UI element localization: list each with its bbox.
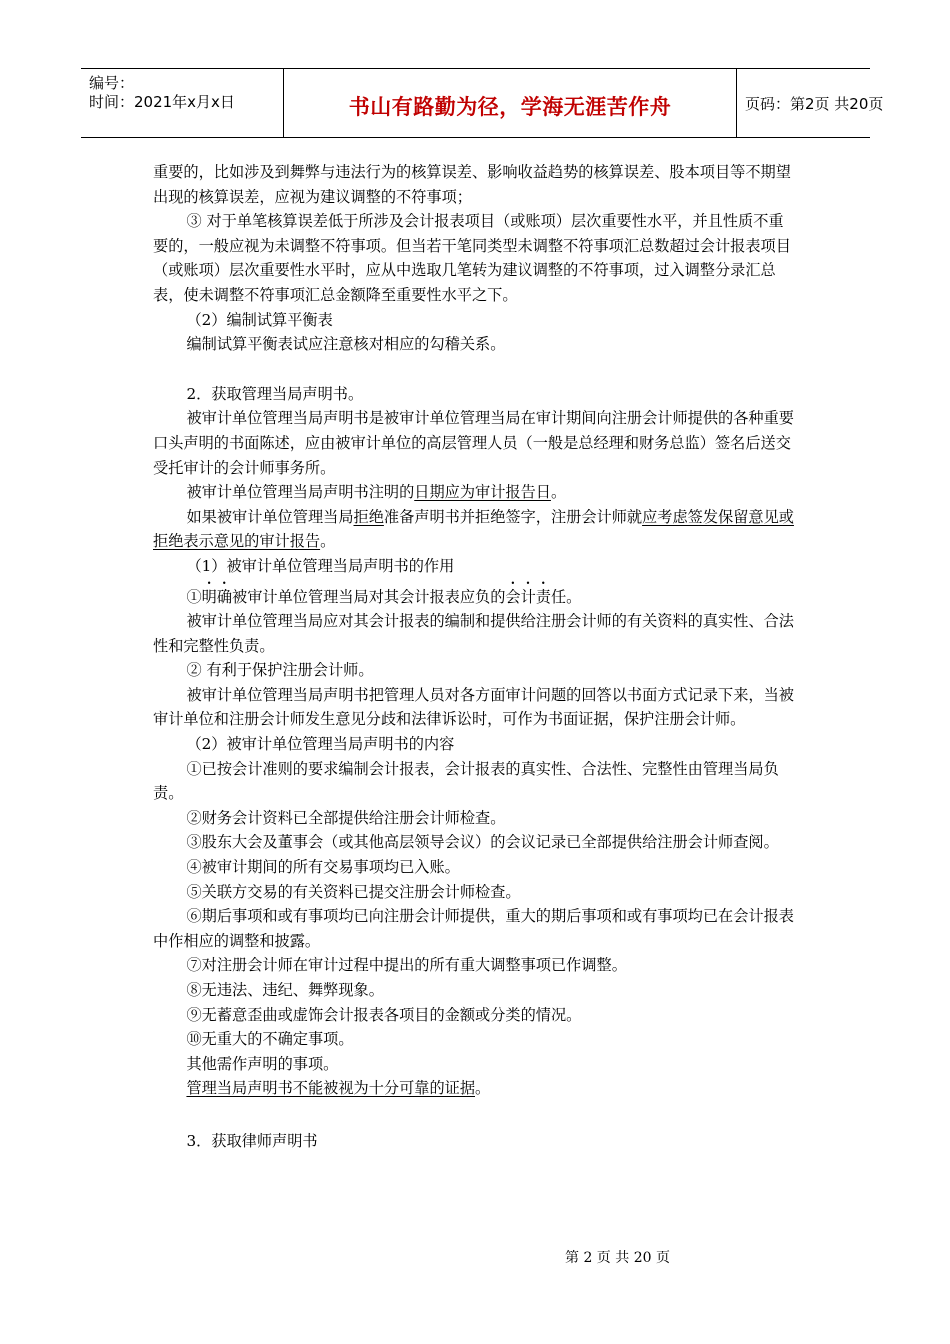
header-info-cell <box>81 69 284 137</box>
subheading: （2）编制试算平衡表 <box>186 310 333 329</box>
list-item: ② 有利于保护注册会计师。 <box>186 661 374 680</box>
underlined-text: 管理当局声明书不能被视为十分可靠的证据 <box>186 1079 475 1098</box>
list-item: ⑤关联方交易的有关资料已提交注册会计师检查。 <box>186 882 521 901</box>
header-page-info: 页码：第2页 共20页 <box>745 95 884 113</box>
underlined-text: 拒绝 <box>353 507 384 526</box>
header-page-cell <box>737 69 884 137</box>
underlined-text: 日期应为审计报告日 <box>414 483 551 502</box>
document-body <box>153 160 795 1154</box>
text-run: ① <box>186 587 202 606</box>
text-run: 任。 <box>550 587 582 606</box>
text-run: 准备声明书并拒绝签字，注册会计师就 <box>383 507 643 526</box>
section-heading: 3．获取律师声明书 <box>186 1131 318 1150</box>
spacer <box>153 357 795 382</box>
list-item: ⑩无重大的不确定事项。 <box>186 1030 354 1049</box>
list-item: ③股东大会及董事会（或其他高层领导会议）的会议记录已全部提供给注册会计师查阅。 <box>186 833 779 852</box>
doc-number-label: 编号： <box>89 74 135 92</box>
text-run: 被审计单位管理当局声明书注明的 <box>186 483 415 502</box>
list-item: ⑥期后事项和或有事项均已向注册会计师提供，重大的期后事项和或有事项均已在会计报表中作相应的调整和披露。 <box>153 907 794 950</box>
page-header <box>81 68 884 138</box>
paragraph: 重要的，比如涉及到舞弊与违法行为的核算误差、影响收益趋势的核算误差、股本项目等不期望出现的核算误差，应视为建议调整的不符事项； <box>153 163 791 206</box>
text-run: 被审计单位管理当局对其会计报表应负的 <box>232 587 506 606</box>
paragraph: 其他需作声明的事项。 <box>186 1054 339 1073</box>
list-item: ⑦对注册会计师在审计过程中提出的所有重大调整事项已作调整。 <box>186 956 627 975</box>
paragraph <box>153 1076 795 1101</box>
paragraph <box>153 480 795 505</box>
text-run: 。 <box>475 1079 491 1098</box>
spacer <box>153 1101 795 1129</box>
subheading: （2）被审计单位管理当局声明书的内容 <box>186 735 455 754</box>
list-item: ②财务会计资料已全部提供给注册会计师检查。 <box>186 808 506 827</box>
paragraph: 被审计单位管理当局声明书是被审计单位管理当局在审计期间向注册会计师提供的各种重要口头声明的书面陈述，应由被审计单位的高层管理人员（一般是总经理和财务总监）签名后送交受托审计的会计师事务所。 <box>153 409 794 477</box>
header-motto: 书山有路勤为径，学海无涯苦作舟 <box>348 95 672 119</box>
paragraph: ③ 对于单笔核算误差低于所涉及会计报表项目（或账项）层次重要性水平，并且性质不重要的，一般应视为未调整不符事项。但当若干笔同类型未调整不符事项汇总数超过会计报表项目（或账项）层次重要性水平时，应从中选取几笔转为建议调整的不符事项，过入调整分录汇总表，使未调整不符事项汇总金额降至重要性水平之下。 <box>153 212 791 304</box>
doc-time-label: 时间：2021年x月x日 <box>89 93 235 111</box>
emphasis-text: 会计责 <box>505 587 551 606</box>
paragraph: 被审计单位管理当局声明书把管理人员对各方面审计问题的回答以书面方式记录下来，当被审计单位和注册会计师发生意见分歧和法律诉讼时，可作为书面证据，保护注册会计师。 <box>153 685 794 729</box>
list-item: ①已按会计准则的要求编制会计报表，会计报表的真实性、合法性、完整性由管理当局负责。 <box>153 759 779 803</box>
list-item: ⑨无蓄意歪曲或虚饰会计报表各项目的金额或分类的情况。 <box>186 1005 582 1024</box>
underlined-text: 应考虑签发保留意见或拒绝表示意见的审计报告 <box>153 507 794 551</box>
section-heading: 2．获取管理当局声明书。 <box>186 384 364 403</box>
emphasis-text: 明确 <box>201 587 232 606</box>
list-item: ④被审计期间的所有交易事项均已入账。 <box>186 858 460 877</box>
text-run: 。 <box>320 532 336 551</box>
text-run: 。 <box>550 483 567 502</box>
header-motto-cell <box>284 69 737 137</box>
list-item: ⑧无违法、违纪、舞弊现象。 <box>186 981 384 999</box>
paragraph: 被审计单位管理当局应对其会计报表的编制和提供给注册会计师的有关资料的真实性、合法性和完整性负责。 <box>153 612 794 655</box>
page-footer: 第 2 页 共 20 页 <box>565 1250 670 1266</box>
list-item <box>153 579 795 610</box>
text-run: 如果被审计单位管理当局 <box>186 507 354 526</box>
subheading: （1）被审计单位管理当局声明书的作用 <box>186 556 455 575</box>
paragraph <box>153 505 795 554</box>
paragraph: 编制试算平衡表试应注意核对相应的勾稽关系。 <box>186 335 506 354</box>
